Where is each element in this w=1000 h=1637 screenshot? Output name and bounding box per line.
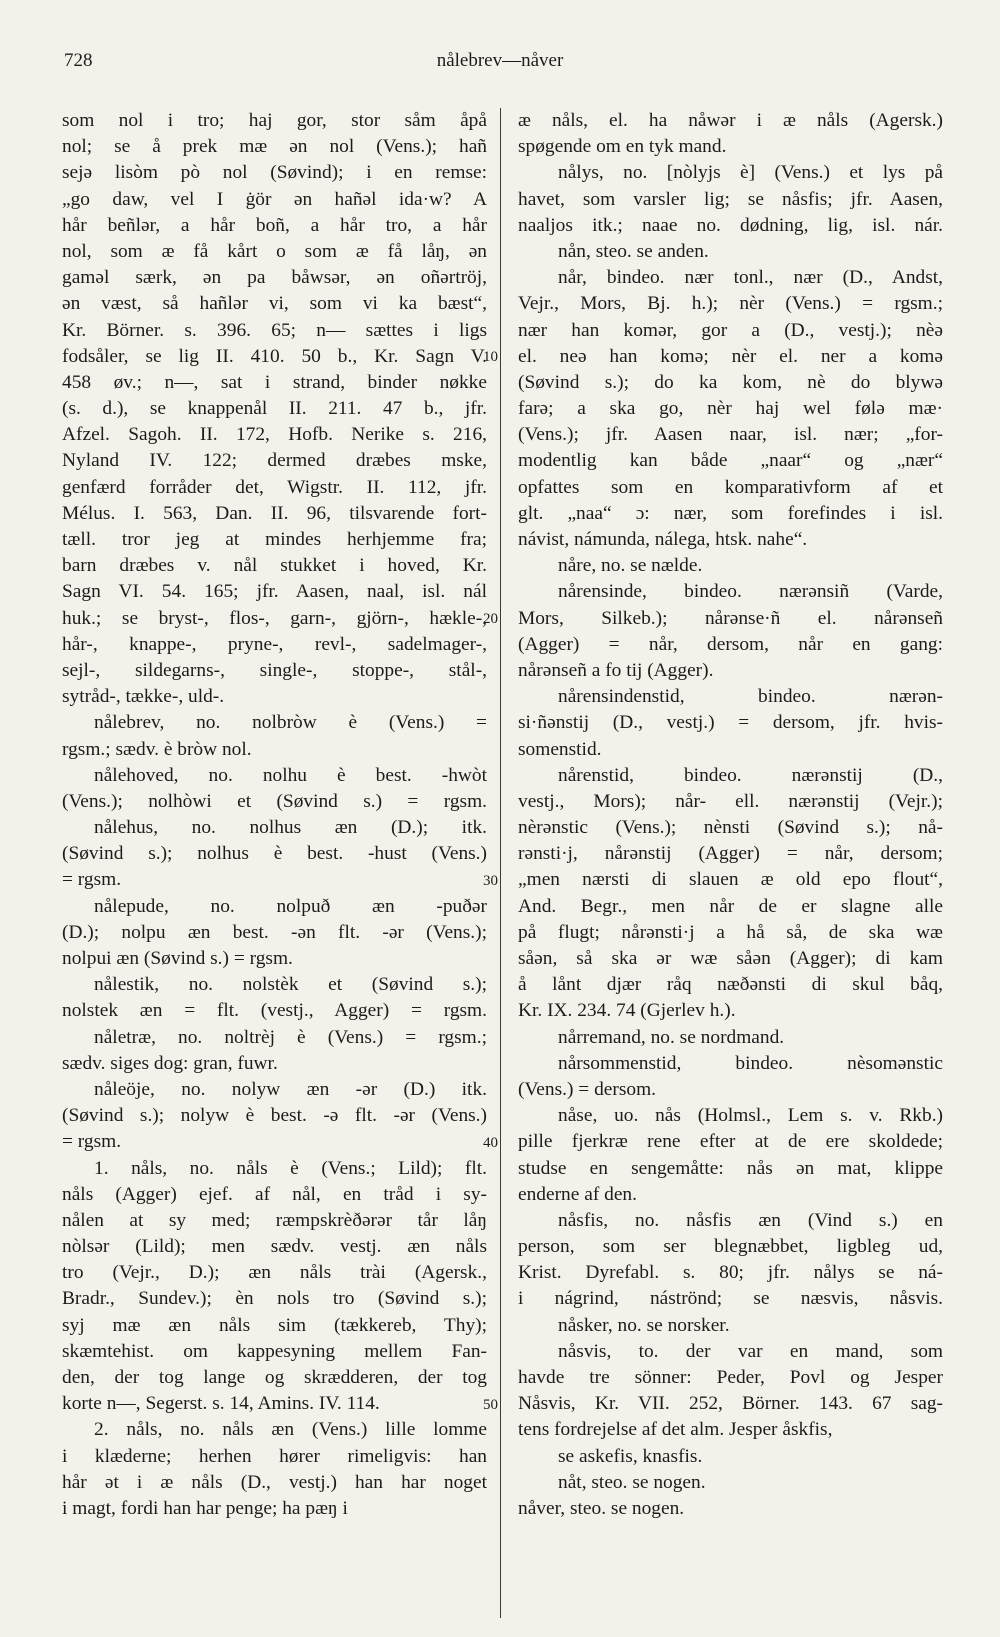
text-line: nåver, steo. se nogen. [518, 1497, 685, 1519]
text-line: i nágrind, náströnd; se næsvis, nåsvis. [518, 1288, 943, 1310]
text-line: person, som ser blegnæbbet, ligbleg ud, [518, 1236, 943, 1258]
text-line: sytråd-, tække-, uld-. [62, 686, 225, 708]
text-line: genfærd forråder det, Wigstr. II. 112, jfr. [62, 476, 487, 498]
text-line: (Søvind s.); do ka kom, nè do blywə [518, 371, 943, 393]
page-number: 728 [64, 50, 93, 71]
text-line: huk.; se bryst-, flos-, garn-, gjörn-, hækle-, [62, 607, 487, 629]
text-line: (Vens.); nolhòwi et (Søvind s.) = rgsm. [62, 790, 487, 812]
text-line: nårenstid, bindeo. nærənstij (D., [558, 764, 943, 786]
page-header [60, 50, 940, 80]
text-line: And. Begr., men når de er slagne alle [518, 895, 943, 917]
text-line: sejə lisòm pò nol (Søvind); i en remse: [62, 162, 487, 184]
text-line: nåre, no. se nælde. [558, 555, 703, 577]
text-line: nåsfis, no. nåsfis æn (Vind s.) en [558, 1209, 943, 1231]
text-line: 458 øv.; n—, sat i strand, binder nøkke [62, 371, 487, 393]
text-line: nålehoved, no. nolhu è best. -hwòt [94, 764, 487, 786]
text-line: som nol i tro; haj gor, stor såm åpå [62, 110, 487, 131]
text-line: „go daw, vel I ġör ən hañəl ida·w? A [62, 188, 487, 210]
text-line: Bradr., Sundev.); èn nols tro (Søvind s.); [62, 1288, 487, 1310]
text-line: Vejr., Mors, Bj. h.); nèr (Vens.) = rgsm.; [518, 293, 943, 315]
text-line: (s. d.), se knappenål II. 211. 47 b., jfr. [62, 398, 487, 420]
text-line: Afzel. Sagoh. II. 172, Hofb. Nerike s. 216, [62, 424, 487, 446]
text-line: nolpui æn (Søvind s.) = rgsm. [62, 948, 293, 969]
text-line: = rgsm. [62, 1131, 122, 1153]
text-line: nåsker, no. se norsker. [558, 1314, 730, 1336]
text-line: havde tre sönner: Peder, Povl og Jesper [518, 1367, 943, 1388]
text-line: Mors, Silkeb.); nårənse·ñ el. nårənseñ [518, 607, 943, 629]
text-line: nåse, uo. nås (Holmsl., Lem s. v. Rkb.) [558, 1105, 943, 1127]
text-line: hår beñlər, a hår boñ, a hår tro, a hår [62, 214, 487, 236]
text-line: gaməl særk, ən pa båwsər, ən oñərtröj, [62, 267, 487, 289]
text-line: nålestik, no. nolstèk et (Søvind s.); [94, 974, 487, 996]
text-line: sædv. siges dog: gran, fuwr. [62, 1052, 278, 1074]
text-line: nårensinde, bindeo. nærənsiñ (Varde, [558, 581, 943, 603]
text-line: (D.); nolpu æn best. -ən flt. -ər (Vens.); [62, 921, 487, 943]
text-line: nårensindenstid, bindeo. nærən- [558, 686, 943, 708]
text-line: nålepude, no. nolpuð æn -puðər [94, 895, 487, 917]
margin-number: 40 [483, 1134, 498, 1151]
text-line: (Agger) = når, dersom, når en gang: [518, 633, 943, 655]
text-line: rgsm.; sædv. è bròw nol. [62, 738, 252, 760]
text-line: farə; a ska go, nèr haj wel følə mæ· [518, 398, 943, 420]
text-line: spøgende om en tyk mand. [518, 136, 727, 158]
text-line: æ nåls, el. ha nåwər i æ nåls (Agersk.) [518, 110, 943, 131]
running-title: nålebrev—nåver [436, 50, 564, 71]
text-line: syj mæ æn nåls sim (tækkereb, Thy); [62, 1314, 487, 1336]
text-line: (Vens.); jfr. Aasen naar, isl. nær; „for- [518, 424, 943, 446]
text-line: nåletræ, no. noltrèj è (Vens.) = rgsm.; [94, 1026, 487, 1048]
text-line: Mélus. I. 563, Dan. II. 96, tilsvarende fort- [62, 502, 487, 524]
text-line: nåsvis, to. der var en mand, som [558, 1340, 943, 1362]
text-line: nòlsər (Lild); men sædv. vestj. æn nåls [62, 1236, 487, 1258]
text-line: nolstek æn = flt. (vestj., Agger) = rgsm. [62, 1000, 487, 1022]
text-line: nol; se å prek mæ ən nol (Vens.); hañ [62, 136, 487, 158]
margin-number: 10 [483, 348, 498, 365]
text-line: Krist. Dyrefabl. s. 80; jfr. nålys se ná- [518, 1262, 943, 1284]
text-line: (Vens.) = dersom. [518, 1078, 657, 1100]
text-line: modentlig kan både „naar“ og „nær“ [518, 450, 943, 472]
text-line: „men nærsti di slauen æ old epo flout“, [518, 869, 943, 891]
text-line: = rgsm. [62, 869, 122, 891]
text-line: å lånt djær råq næðənsti di skul båq, [518, 974, 943, 996]
left-column [62, 108, 487, 1522]
text-line: havet, som varsler lig; se nåsfis; jfr. Aasen, [518, 188, 943, 210]
margin-number: 50 [483, 1396, 498, 1413]
text-line: si·ñənstij (D., vestj.) = dersom, jfr. hvis- [518, 712, 943, 734]
text-line: nåleöje, no. nolyw æn -ər (D.) itk. [94, 1078, 487, 1100]
text-line: nålehus, no. nolhus æn (D.); itk. [94, 817, 487, 839]
margin-number: 30 [483, 872, 498, 889]
text-line: nålen at sy med; ræmpskrèðərər tår låŋ [62, 1209, 487, 1231]
text-line: Kr. IX. 234. 74 (Gjerlev h.). [518, 1000, 736, 1022]
text-line: i klæderne; herhen hører rimeligvis: han [62, 1445, 487, 1467]
text-line: studse en sengemåtte: nås ən mat, klippe [518, 1157, 943, 1179]
text-line: nèrənstic (Vens.); nènsti (Søvind s.); nå- [518, 817, 943, 839]
text-line: rənsti·j, nårənstij (Agger) = når, dersom; [518, 843, 943, 865]
text-line: (Søvind s.); nolhus è best. -hust (Vens.) [62, 843, 487, 865]
text-line: på flugt; nårənsti·j a hå så, de ska wæ [518, 921, 943, 943]
text-line: nårremand, no. se nordmand. [558, 1026, 785, 1048]
text-line: naaljos itk.; naae no. dødning, lig, isl. nár. [518, 214, 943, 236]
text-line: nol, som æ få kårt o som æ få låŋ, ən [62, 240, 487, 262]
text-line: hår ət i æ nåls (D., vestj.) han har noget [62, 1471, 487, 1493]
text-line: nårənseñ a fo tij (Agger). [518, 659, 714, 681]
text-line: opfattes som en komparativform af et [518, 476, 943, 498]
text-line: nårsommenstid, bindeo. nèsomənstic [558, 1052, 943, 1074]
text-line: 1. nåls, no. nåls è (Vens.; Lild); flt. [94, 1157, 487, 1179]
text-line: såən, så ska ər wæ såən (Agger); di kam [518, 948, 943, 969]
text-line: glt. „naa“ ɔ: nær, som forefindes i isl. [518, 502, 943, 524]
text-line: nålys, no. [nòlyjs è] (Vens.) et lys på [558, 162, 943, 184]
text-line: enderne af den. [518, 1183, 637, 1205]
text-line: tæll. tror jeg at mindes herhjemme fra; [62, 529, 487, 550]
text-line: barn dræbes v. nål stukket i hoved, Kr. [62, 555, 487, 577]
text-line: fodsåler, se lig II. 410. 50 b., Kr. Sagn V. [62, 345, 487, 367]
text-line: se askefis, knasfis. [558, 1445, 703, 1467]
text-line: hår-, knappe-, pryne-, revl-, sadelmager-, [62, 633, 487, 655]
text-line: el. neə han komə; nèr el. ner a komə [518, 345, 943, 367]
text-line: (Søvind s.); nolyw è best. -ə flt. -ər (Vens.) [62, 1105, 487, 1127]
text-line: når, bindeo. nær tonl., nær (D., Andst, [558, 267, 943, 289]
text-line: tro (Vejr., D.); æn nåls trài (Agersk., [62, 1262, 487, 1284]
text-line: nålebrev, no. nolbròw è (Vens.) = [94, 712, 487, 734]
text-line: Sagn VI. 54. 165; jfr. Aasen, naal, isl. nál [62, 581, 487, 603]
margin-number: 20 [483, 610, 498, 627]
text-line: somenstid. [518, 738, 602, 760]
column-divider [500, 108, 501, 1618]
text-line: den, der tog lange og skrædderen, der tog [62, 1367, 487, 1388]
text-line: nåt, steo. se nogen. [558, 1471, 706, 1493]
text-line: 2. nåls, no. nåls æn (Vens.) lille lomme [94, 1419, 487, 1441]
text-line: vestj., Mors); når- ell. nærənstij (Vejr.); [518, 790, 943, 812]
text-line: pille fjerkræ rene efter at de ere skoldede; [518, 1131, 943, 1153]
text-line: nån, steo. se anden. [558, 240, 709, 262]
text-line: Nyland IV. 122; dermed dræbes mske, [62, 450, 487, 472]
text-line: sejl-, sildegarns-, single-, stoppe-, stål-, [62, 659, 487, 681]
text-line: nær han komər, gor a (D., vestj.); nèə [518, 319, 943, 341]
text-line: Nåsvis, Kr. VII. 252, Börner. 143. 67 sag- [518, 1393, 943, 1415]
right-column [518, 108, 943, 1522]
text-line: i magt, fordi han har penge; ha pæŋ i [62, 1497, 348, 1519]
text-line: korte n—, Segerst. s. 14, Amins. IV. 114. [62, 1393, 380, 1415]
text-line: Kr. Börner. s. 396. 65; n— sættes i ligs [62, 319, 487, 341]
text-line: ən væst, så hañlər vi, som vi ka bæst“, [62, 293, 487, 315]
text-line: nåls (Agger) ejef. af nål, en tråd i sy- [62, 1183, 487, 1205]
text-line: tens fordrejelse af det alm. Jesper åskfis, [518, 1419, 833, 1441]
text-line: návist, námunda, nálega, htsk. nahe“. [518, 529, 808, 550]
text-line: skæmtehist. om kappesyning mellem Fan- [62, 1340, 487, 1362]
